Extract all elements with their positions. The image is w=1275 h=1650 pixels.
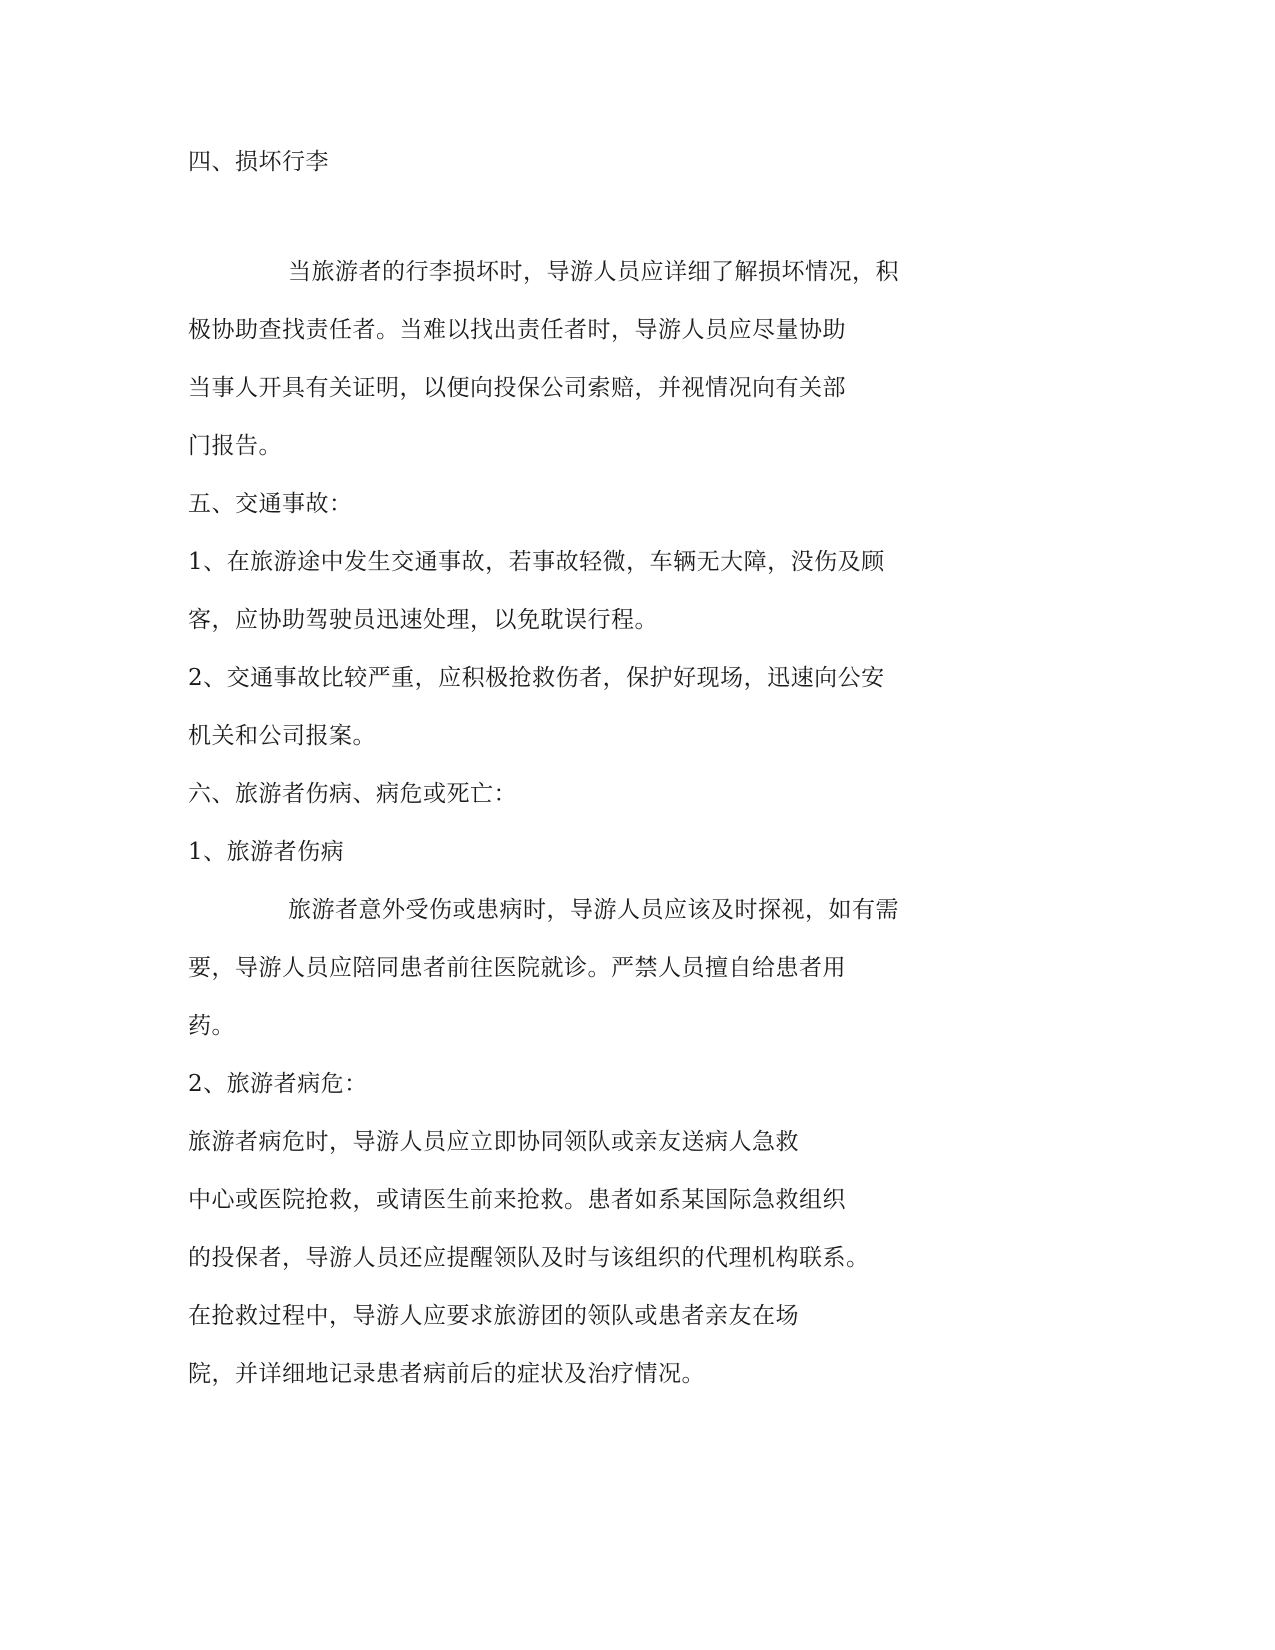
paragraph-line: 旅游者意外受伤或患病时，导游人员应该及时探视，如有需 [288, 897, 899, 923]
section-heading-traffic-accident: 五、交通事故： [188, 491, 353, 517]
paragraph-line: 当旅游者的行李损坏时，导游人员应详细了解损坏情况，积 [288, 259, 899, 285]
paragraph-line: 药。 [188, 1013, 235, 1039]
list-item-line: 机关和公司报案。 [188, 723, 376, 749]
list-item-line: 1、在旅游途中发生交通事故，若事故轻微，车辆无大障，没伤及顾 [188, 549, 885, 575]
paragraph-line: 要，导游人员应陪同患者前往医院就诊。严禁人员擅自给患者用 [188, 955, 846, 981]
paragraph-line: 旅游者病危时，导游人员应立即协同领队或亲友送病人急救 [188, 1129, 799, 1155]
subsection-heading-critical: 2、旅游者病危： [188, 1071, 368, 1097]
subsection-heading-injury: 1、旅游者伤病 [188, 839, 345, 865]
list-item-line: 2、交通事故比较严重，应积极抢救伤者，保护好现场，迅速向公安 [188, 665, 885, 691]
paragraph-line: 的投保者，导游人员还应提醒领队及时与该组织的代理机构联系。 [188, 1245, 870, 1271]
paragraph-line: 极协助查找责任者。当难以找出责任者时，导游人员应尽量协助 [188, 317, 846, 343]
section-heading-illness: 六、旅游者伤病、病危或死亡： [188, 781, 517, 807]
paragraph-line: 在抢救过程中，导游人应要求旅游团的领队或患者亲友在场 [188, 1303, 799, 1329]
paragraph-line: 当事人开具有关证明，以便向投保公司索赔，并视情况向有关部 [188, 375, 846, 401]
paragraph-line: 门报告。 [188, 433, 282, 459]
list-item-line: 客，应协助驾驶员迅速处理，以免耽误行程。 [188, 607, 658, 633]
paragraph-line: 院，并详细地记录患者病前后的症状及治疗情况。 [188, 1361, 705, 1387]
paragraph-line: 中心或医院抢救，或请医生前来抢救。患者如系某国际急救组织 [188, 1187, 846, 1213]
section-heading-damaged-luggage: 四、损坏行李 [188, 149, 329, 175]
